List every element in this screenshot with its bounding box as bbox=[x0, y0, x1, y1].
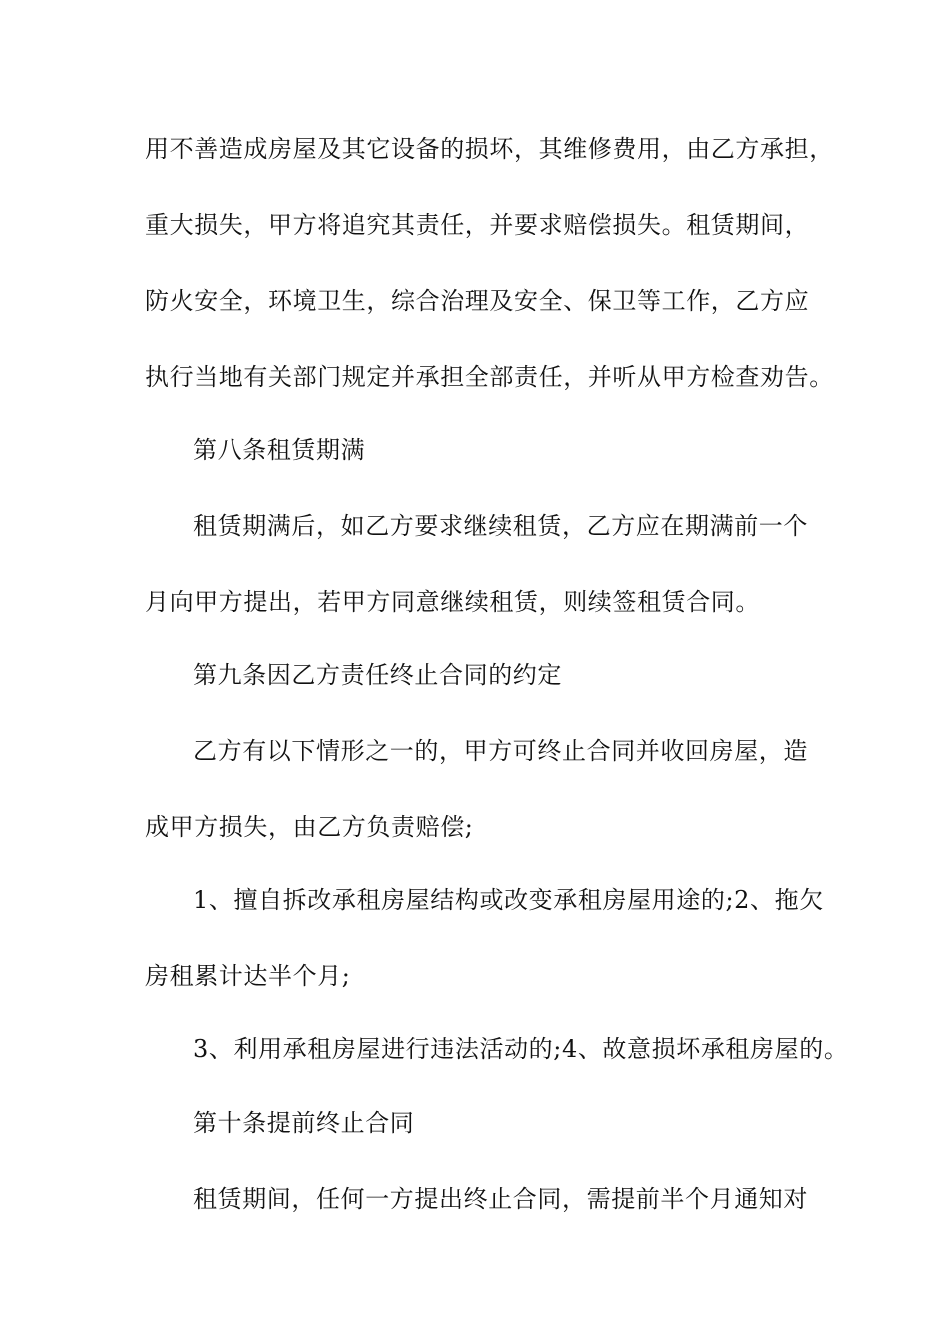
paragraph-line: 乙方有以下情形之一的，甲方可终止合同并收回房屋，造 bbox=[193, 737, 808, 765]
paragraph-line: 租赁期满后，如乙方要求继续租赁，乙方应在期满前一个 bbox=[193, 512, 808, 540]
paragraph-line: 租赁期间，任何一方提出终止合同，需提前半个月通知对 bbox=[193, 1185, 808, 1213]
paragraph-line: 执行当地有关部门规定并承担全部责任，并听从甲方检查劝告。 bbox=[145, 363, 834, 391]
paragraph-line: 防火安全，环境卫生，综合治理及安全、保卫等工作，乙方应 bbox=[145, 287, 810, 315]
section-heading: 第九条因乙方责任终止合同的约定 bbox=[193, 661, 562, 689]
paragraph-line: 月向甲方提出，若甲方同意继续租赁，则续签租赁合同。 bbox=[145, 588, 760, 616]
list-item-line: 1、擅自拆改承租房屋结构或改变承租房屋用途的;2、拖欠 bbox=[193, 886, 824, 914]
paragraph-line: 重大损失，甲方将追究其责任，并要求赔偿损失。租赁期间， bbox=[145, 211, 810, 239]
list-item-line: 房租累计达半个月; bbox=[145, 962, 351, 990]
paragraph-line: 用不善造成房屋及其它设备的损坏，其维修费用，由乙方承担， bbox=[145, 135, 834, 163]
section-heading: 第八条租赁期满 bbox=[193, 436, 366, 464]
paragraph-line: 成甲方损失，由乙方负责赔偿; bbox=[145, 813, 474, 841]
section-heading: 第十条提前终止合同 bbox=[193, 1109, 415, 1137]
list-item-line: 3、利用承租房屋进行违法活动的;4、故意损坏承租房屋的。 bbox=[193, 1035, 849, 1063]
